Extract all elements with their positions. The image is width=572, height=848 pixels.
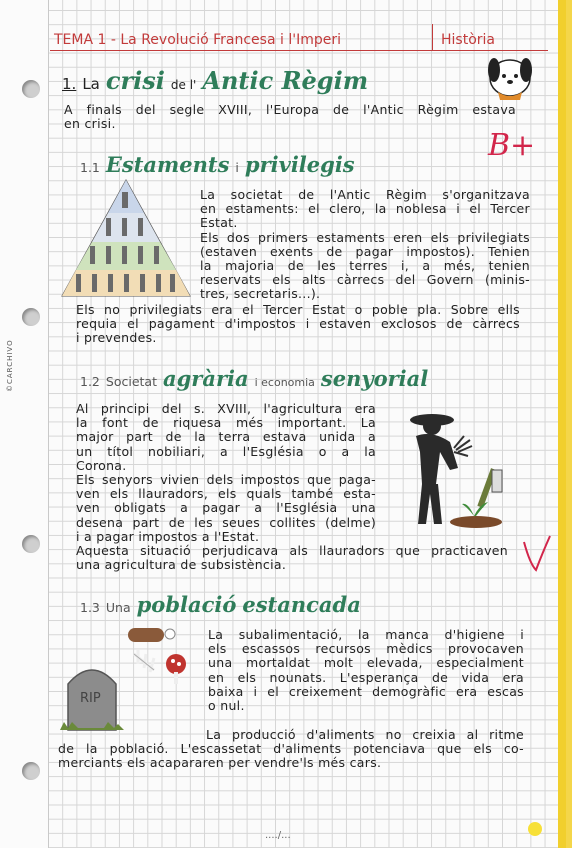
binder-hole <box>22 535 40 553</box>
section-number: 1. <box>62 75 77 93</box>
heading-script-word: Antic Règim <box>202 66 369 95</box>
header-subject: Història <box>441 32 495 48</box>
page-left-strip <box>0 0 48 848</box>
food-scraps-illustration <box>124 624 194 688</box>
heading-script-word: estancada <box>242 592 361 617</box>
binder-hole <box>22 762 40 780</box>
heading-script-word: senyorial <box>320 366 429 391</box>
page-number: ..../... <box>265 830 291 841</box>
grade-mark: B+ <box>488 128 536 163</box>
tombstone-text: RIP <box>80 691 101 706</box>
header-underline <box>50 50 548 51</box>
header-title: TEMA 1 - La Revolució Francesa i l'Imperi <box>54 32 341 48</box>
tombstone-illustration <box>58 660 126 734</box>
social-pyramid-illustration <box>60 178 192 298</box>
brand-label: ©CARCHIVO <box>6 339 14 392</box>
subsistencia-text: Aquesta situació perjudicava als llauradors que practicaven una agricultura de subsistència. <box>76 543 508 573</box>
heading-script-word: Estaments <box>105 152 230 177</box>
section-1-heading: 1. La crisi de l' Antic Règim <box>62 66 369 95</box>
header-divider <box>432 24 433 50</box>
farmer-illustration <box>392 408 510 532</box>
binder-hole <box>22 308 40 326</box>
agricultura-text: Al principi del s. XVIII, l'agricultura era la font de riquesa més important. La major part de la terra estava unida a un títol nobiliari, a l'Església o a la Corona. Els senyors vivien dels impostos que paga- ven els llauradors, els quals també esta- ven obligats a pagar a l'Església una desena part de les seues collites (delme) i a pagar impostos a l'Estat. <box>76 401 376 544</box>
subsection-1-2-heading: 1.2 Societat agrària i economia senyorial <box>80 366 429 391</box>
yellow-edge <box>558 0 566 848</box>
aliments-text: La producció d'aliments no creixia al ritme de la població. L'escassetat d'aliments potenciava que els co- merciants els acapararen per vendre'ls més cars. <box>58 727 524 771</box>
estaments-text: La societat de l'Antic Règim s'organitzava en estaments: el clero, la noblesa i el Tercer Estat. Els dos primers estaments eren els privilegiats (estaven exents de pagar impostos). Tenien la majoria de les terres i, a més, tenien reservats els alts càrrecs del Govern (minis- tres, secretaris...). <box>200 187 530 302</box>
dog-sticker-icon <box>484 48 536 102</box>
margin-line <box>48 0 49 848</box>
heading-script-word: agrària <box>162 366 249 391</box>
tercer-estat-text: Els no privilegiats era el Tercer Estat o poble pla. Sobre ells requia el pagament d'impostos i estaven exclosos de càrrecs i prevendes. <box>76 302 520 346</box>
subsection-1-1-heading: 1.1 Estaments i privilegis <box>80 152 355 177</box>
section-1-intro: A finals del segle XVIII, l'Europa de l'Antic Règim estava en crisi. <box>64 102 516 132</box>
check-mark-icon <box>520 534 554 574</box>
heading-script-word: privilegis <box>244 152 355 177</box>
yellow-dot <box>528 822 542 836</box>
subsection-1-3-heading: 1.3 Una població estancada <box>80 592 361 617</box>
poblacio-text: La subalimentació, la manca d'higiene i els escassos recursos mèdics provocaven una mortaldat molt elevada, especialment en els nounats. L'esperança de vida era baixa i el creixement demogràfic era escas o nul. <box>208 627 524 714</box>
heading-script-word: població <box>136 592 237 617</box>
binder-hole <box>22 80 40 98</box>
heading-script-word: crisi <box>105 66 165 95</box>
